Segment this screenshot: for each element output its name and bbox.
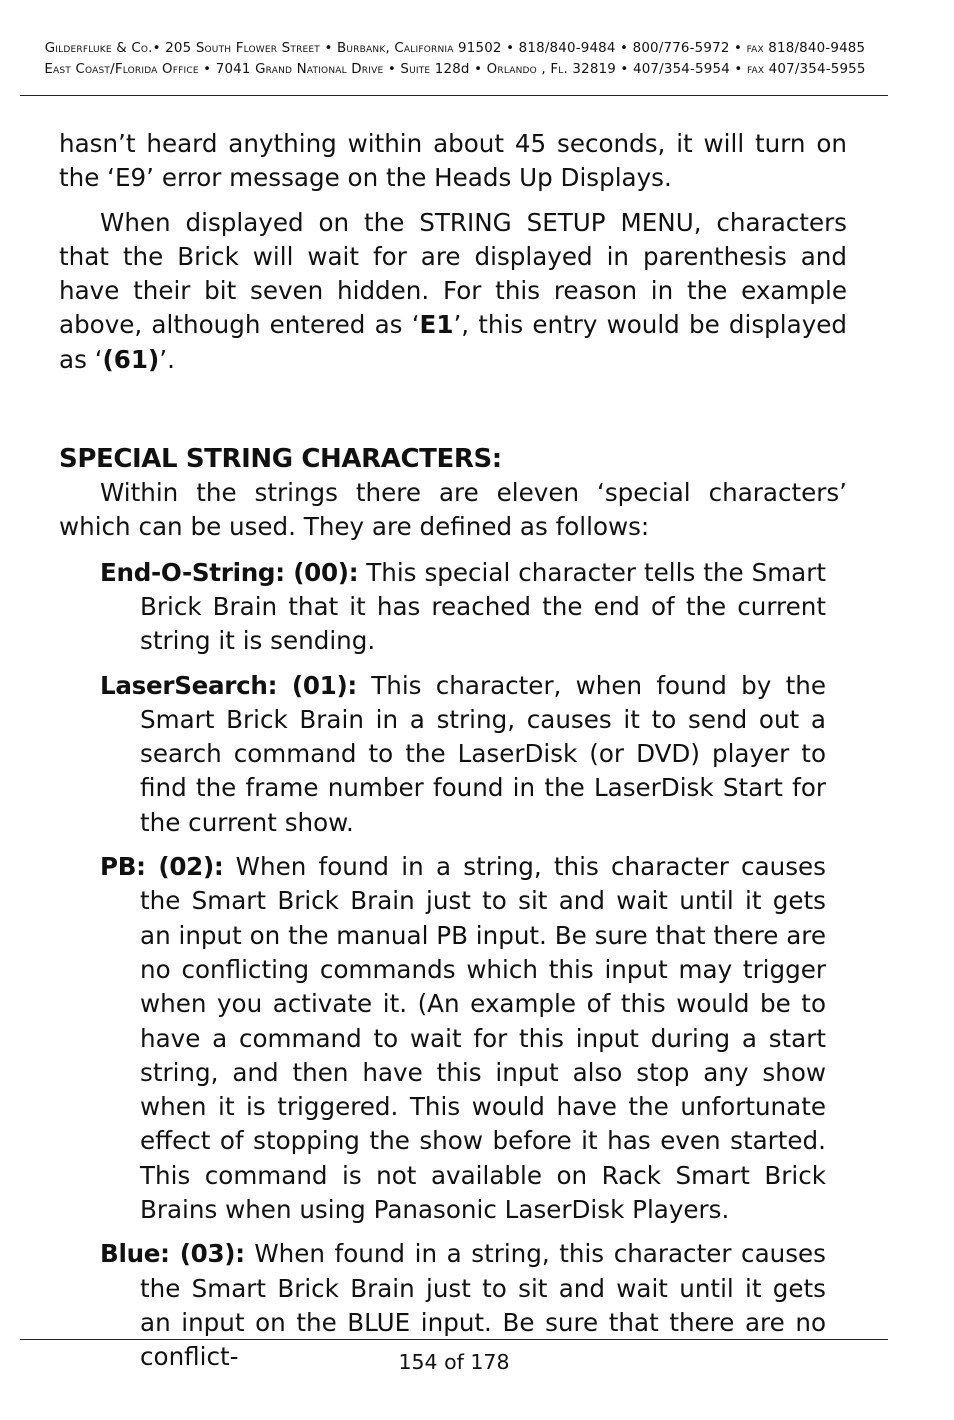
city-name: Burbank: [337, 41, 386, 56]
paragraph-text: ’, this entry would be displayed as ‘: [59, 310, 847, 374]
definition-text: This character, when found by the Smart Brick Brain in a string, causes it to send out a search command to the LaserDisk (or DVD) player to find the frame number found in the LaserDisk Start for the current show.: [140, 670, 826, 837]
company-suffix: & Co.: [111, 41, 153, 56]
separator: •: [320, 41, 338, 56]
page-number: 154 of 178: [398, 1350, 510, 1374]
separator: ,: [536, 62, 551, 77]
fax-number: 818/840-9485: [763, 41, 866, 56]
state-name: Fl.: [550, 62, 568, 77]
definition-text: When found in a string, this character causes the Smart Brick Brain just to sit and wait until it gets an input on the BLUE input. Be sure that there are no conflict-: [140, 1239, 826, 1372]
zip-and-phone: 32819 • 407/354-5954 •: [567, 62, 747, 77]
office-name: East Coast/Florida Office: [44, 62, 199, 77]
city-name: Orlando: [486, 62, 537, 77]
address-number: • 7041: [198, 62, 256, 77]
page-body: [59, 127, 847, 1375]
definition-term: Blue: (03):: [100, 1239, 245, 1269]
zip-and-phones: 91502 • 818/840-9484 • 800/776-5972 •: [453, 41, 747, 56]
header-line-1: [22, 38, 888, 59]
paragraph-text: When displayed on the STRING SETUP MENU, characters that the Brick will wait for are displayed in parenthesis and have their bit seven hidden. For this reason in the example above, although entered as ‘: [59, 207, 847, 340]
section-intro: Within the strings there are eleven ‘special characters’ which can be used. They are defined as follows:: [59, 478, 847, 542]
separator: ,: [385, 41, 395, 56]
code-61: (61): [102, 344, 160, 374]
header-line-2: [22, 59, 888, 80]
separator: •: [383, 62, 401, 77]
definition-text: When found in a string, this character causes the Smart Brick Brain just to sit and wait until it gets an input on the manual PB input. Be sure that there are no conflicting commands which this input may trigger when you activate it. (An example of this would be to have a command to wait for this input during a start string, and then have this input also stop any show when it is triggered. This would have the unfortunate effect of stopping the show before it has even started. This command is not available on Rack Smart Brick Brains when using Panasonic LaserDisk Players.: [140, 852, 826, 1225]
fax-number: 407/354-5955: [764, 62, 866, 77]
definition-term: LaserSearch: (01):: [100, 670, 357, 700]
paragraph-continuation: hasn’t heard anything within about 45 seconds, it will turn on the ‘E9’ error message on the Heads Up Displays.: [59, 129, 847, 193]
fax-label: fax: [746, 62, 765, 77]
address-number: • 205: [152, 41, 196, 56]
section-heading: SPECIAL STRING CHARACTERS:: [59, 444, 502, 475]
company-name: Gilderfluke: [44, 41, 112, 56]
definition-term: End-O-String: (00):: [100, 557, 359, 587]
code-e1: E1: [419, 310, 454, 340]
suite-number: 128d •: [430, 62, 487, 77]
definition-end-o-string: [100, 556, 826, 659]
header-divider: [20, 95, 888, 96]
fax-label: fax: [746, 41, 764, 56]
street-name: Grand National Drive: [255, 62, 384, 77]
footer-divider: [20, 1339, 888, 1340]
state-name: California: [394, 41, 454, 56]
paragraph-text: ’.: [159, 344, 175, 374]
definition-text: This special character tells the Smart Brick Brain that it has reached the end of the current string it is sending.: [140, 557, 826, 656]
street-name: South Flower Street: [195, 41, 321, 56]
definition-pb: [100, 850, 826, 1227]
suite-label: Suite: [400, 62, 431, 77]
paragraph-string-setup: [59, 206, 847, 377]
page-header: [22, 38, 888, 80]
definition-term: PB: (02):: [100, 852, 224, 882]
definition-lasersearch: [100, 669, 826, 840]
